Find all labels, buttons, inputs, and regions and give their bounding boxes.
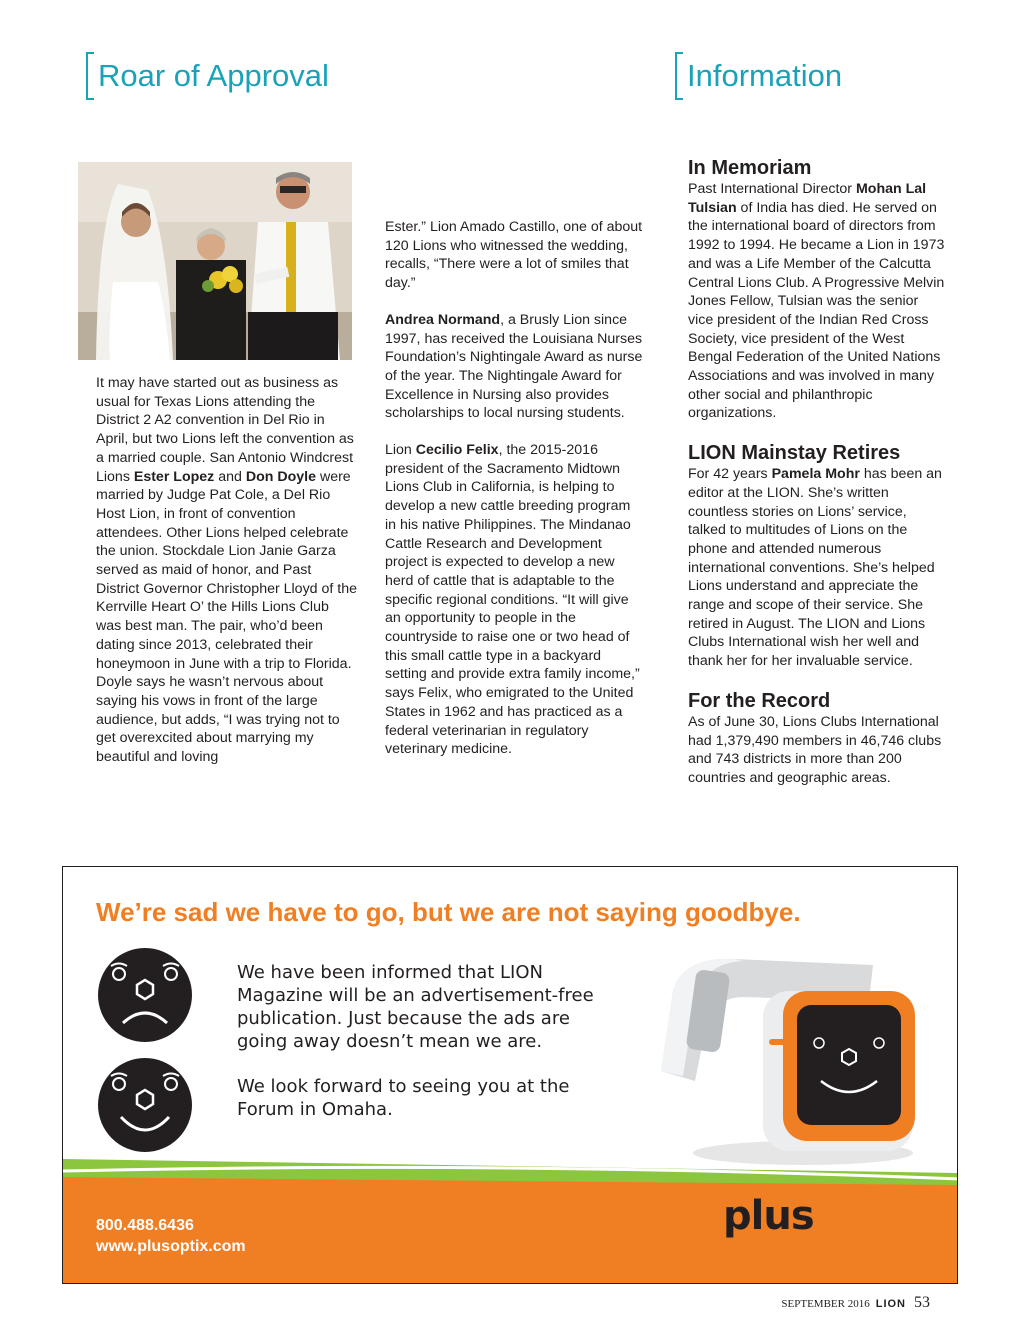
logo-optix: optix	[813, 1193, 924, 1239]
story-text: It may have started out as business as usual for Texas Lions attending the District 2 A2 convention in Del Rio in April, but two Lions left the convention as a married couple. San Antonio Windcrest Lions	[96, 375, 354, 485]
ad-headline: We’re sad we have to go, but we are not saying goodbye.	[96, 897, 801, 927]
story-text: Past International Director	[688, 181, 856, 197]
wedding-story-continued: Ester.” Lion Amado Castillo, one of about 120 Lions who witnessed the wedding, recalls, “There were a lot of smiles that day.”	[385, 219, 643, 292]
ad-paragraph: We look forward to seeing you at the Forum in Omaha.	[237, 1076, 570, 1120]
story-text: , a Brusly Lion since 1997, has received the Louisiana Nurses Foundation’s Nightingale Award as nurse of the year. The Nightingale Award for Excellence in Nursing also provides scholarships to local nursing students.	[385, 311, 643, 422]
felix-story	[385, 441, 643, 759]
story-text: has been an editor at the LION. She’s written countless stories on Lions’ service, talked to multitudes of Lions on the phone and attended numerous international conventions. She’s helped Lions understand and appreciate the range and scope of their service. She retired in August. The LION and Lions Clubs International wish her well and thank her for her invaluable service.	[688, 466, 942, 670]
section-title-information: Information	[687, 58, 843, 93]
wedding-photo-illustration	[78, 162, 352, 360]
heading-in-memoriam: In Memoriam	[688, 157, 812, 179]
record-paragraph: As of June 30, Lions Clubs International had 1,379,490 members in 46,746 clubs and 743 districts in more than 200 countries and geographic areas.	[688, 713, 942, 786]
name-highlight: Pamela Mohr	[771, 466, 860, 483]
vision-screener-device-image	[643, 931, 923, 1175]
bracket-decoration	[675, 52, 683, 100]
name-highlight: Cecilio Felix	[415, 442, 499, 459]
story-text: and	[214, 468, 246, 485]
section-title-roar: Roar of Approval	[98, 58, 329, 93]
sad-face-icon	[97, 947, 193, 1043]
wedding-story-paragraph	[96, 374, 358, 767]
mainstay-paragraph	[688, 465, 946, 671]
name-highlight: Ester Lopez	[133, 468, 215, 485]
normand-story	[385, 311, 643, 423]
name-highlight: Andrea Normand	[385, 311, 501, 328]
bracket-decoration	[86, 52, 94, 100]
ad-body-text	[237, 961, 597, 1143]
plusoptix-logo	[723, 1193, 923, 1239]
story-text: were married by Judge Pat Cole, a Del Rio Host Lion, in front of convention attendees. Other Lions helped celebrate the union. Stockdale Lion Janie Garza served as maid of honor, and Past District Governor Christopher Lloyd of the Kerrville Heart O’ the Hills Lions Club was best man. The pair, who’d been dating since 2013, celebrated their honeymoon in June with a trip to Florida. Doyle says he wasn’t nervous about saying his vows in front of the large audience, but adds, “I was trying not to get overexcited about marrying my beautiful and loving	[96, 468, 358, 766]
heading-for-the-record: For the Record	[688, 689, 831, 712]
column-lion-news	[385, 218, 643, 777]
memoriam-paragraph	[688, 180, 946, 423]
column-information	[688, 156, 946, 806]
page-number: 53	[914, 1294, 930, 1311]
story-text: of India has died. He served on the international board of directors from 1992 to 1994. He became a Lion in 1973 and was a Life Member of the Calcutta Central Lions Club. A Progressive Melvin Jones Fellow, Tulsian was the senior vice president of the Indian Red Cross Society, vice president of the West Bengal Federation of the United Nations Associations and was involved in many other social and philanthropic organizations.	[688, 199, 945, 422]
name-highlight: Mohan Lal Tulsian	[688, 181, 927, 216]
ad-contact-info	[96, 1215, 246, 1257]
happy-face-icon	[97, 1057, 193, 1153]
website-link[interactable]: www.plusoptix.com	[96, 1238, 246, 1255]
footer-date: SEPTEMBER 2016	[781, 1298, 870, 1310]
footer-magazine: LION	[875, 1298, 906, 1310]
page-footer	[781, 1294, 930, 1312]
heading-mainstay-retires: LION Mainstay Retires	[688, 442, 901, 465]
plusoptix-advertisement	[62, 866, 958, 1284]
story-text: , the 2015-2016 president of the Sacramento Midtown Lions Club in California, is helping to develop a new cattle breeding program in his native Philippines. The Mindanao Cattle Research and Development project is expected to develop a new herd of cattle that is adaptable to the specific regional conditions. “It will give an opportunity to people in the countryside to raise one or two head of this small cattle type in a backyard setting and provide extra family income,” says Felix, who emigrated to the United States in 1962 and has practiced as a federal veterinarian in regulatory veterinary medicine.	[385, 442, 640, 758]
wedding-photo	[78, 162, 352, 360]
phone-number[interactable]: 800.488.6436	[96, 1217, 194, 1234]
ad-paragraph: We have been informed that LION Magazine will be an advertisement-free publication. Just because the ads are going away doesn’t mean we are.	[237, 962, 594, 1052]
name-highlight: Don Doyle	[245, 468, 316, 485]
logo-plus: plus	[723, 1193, 814, 1239]
column-wedding-story	[96, 374, 358, 785]
story-text: For 42 years	[688, 466, 772, 483]
story-text: Lion	[385, 442, 416, 459]
